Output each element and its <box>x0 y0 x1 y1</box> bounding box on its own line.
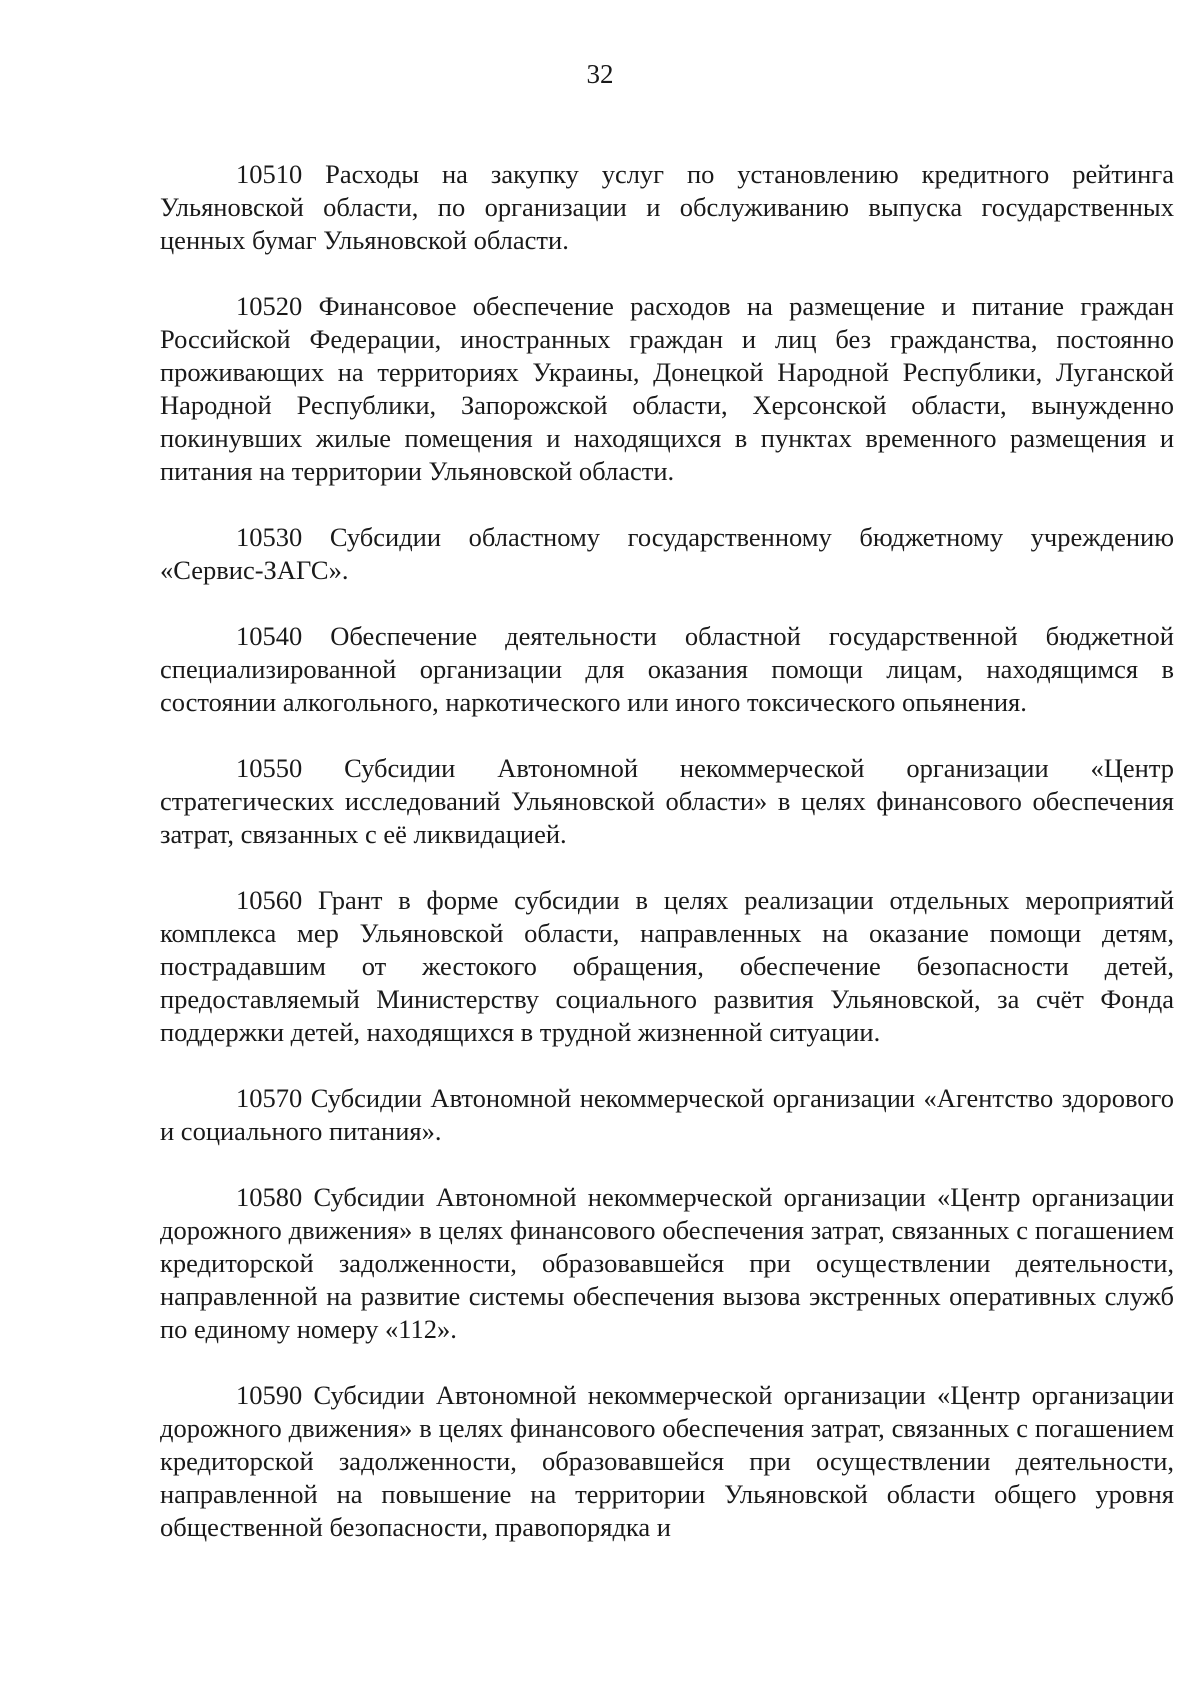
paragraph-10550: 10550 Субсидии Автономной некоммерческой организации «Центр стратегических исследований Ульяновской области» в целях финансового обеспечения затрат, связанных с её ликвидацией. <box>160 753 1174 849</box>
page-number: 32 <box>586 59 614 89</box>
paragraph-10570: 10570 Субсидии Автономной некоммерческой организации «Агентство здорового и социального питания». <box>160 1083 1174 1146</box>
paragraph-10590: 10590 Субсидии Автономной некоммерческой организации «Центр организации дорожного движения» в целях финансового обеспечения затрат, связанных с погашением кредиторской задолженности, образовавшейся при осуществлении деятельности, направленной на повышение на территории Ульяновской области общего уровня общественной безопасности, правопорядка и <box>160 1380 1174 1542</box>
document-body <box>160 158 1174 1577</box>
paragraph-10530: 10530 Субсидии областному государственному бюджетному учреждению «Сервис-ЗАГС». <box>160 522 1174 585</box>
paragraph-10520: 10520 Финансовое обеспечение расходов на размещение и питание граждан Российской Федерации, иностранных граждан и лиц без гражданства, постоянно проживающих на территориях Украины, Донецкой Народной Республики, Луганской Народной Республики, Запорожской области, Херсонской области, вынужденно покинувших жилые помещения и находящихся в пунктах временного размещения и питания на территории Ульяновской области. <box>160 291 1174 486</box>
paragraph-10510: 10510 Расходы на закупку услуг по установлению кредитного рейтинга Ульяновской области, по организации и обслуживанию выпуска государственных ценных бумаг Ульяновской области. <box>160 159 1174 255</box>
paragraph-10540: 10540 Обеспечение деятельности областной государственной бюджетной специализированной организации для оказания помощи лицам, находящимся в состоянии алкогольного, наркотического или иного токсического опьянения. <box>160 621 1174 717</box>
paragraph-10560: 10560 Грант в форме субсидии в целях реализации отдельных мероприятий комплекса мер Ульяновской области, направленных на оказание помощи детям, пострадавшим от жестокого обращения, обеспечение безопасности детей, предоставляемый Министерству социального развития Ульяновской, за счёт Фонда поддержки детей, находящихся в трудной жизненной ситуации. <box>160 885 1174 1047</box>
paragraph-10580: 10580 Субсидии Автономной некоммерческой организации «Центр организации дорожного движения» в целях финансового обеспечения затрат, связанных с погашением кредиторской задолженности, образовавшейся при осуществлении деятельности, направленной на развитие системы обеспечения вызова экстренных оперативных служб по единому номеру «112». <box>160 1182 1174 1344</box>
